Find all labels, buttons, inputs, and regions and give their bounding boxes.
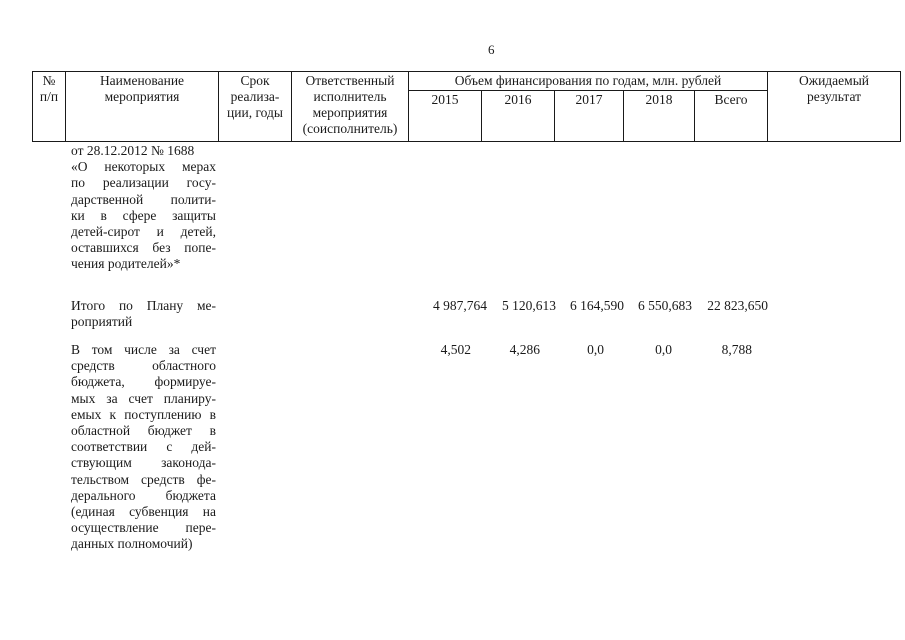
header-term: Срок реализа- ции, годы — [219, 72, 292, 142]
total-name: Итого по Плану ме- роприятий — [71, 298, 216, 330]
regional-value-all: 8,788 — [721, 342, 752, 357]
total-value-2018: 6 550,683 — [638, 298, 692, 313]
regional-value-2017: 0,0 — [587, 342, 604, 357]
page-number: 6 — [488, 42, 495, 57]
regional-name: В том числе за счет средств областного бюджета, формируе- мых за счет планиру- емых к поступлению в областной бюджет в соответствии с дей- ствующим законода- тельством средств фе- дерального бюджета (единая субвенция на осуществление пере- данных полномочий) — [71, 342, 216, 552]
header-year-2018: 2018 — [624, 91, 695, 142]
header-year-2016: 2016 — [482, 91, 555, 142]
header-total: Всего — [695, 91, 768, 142]
regional-value-2018: 0,0 — [655, 342, 672, 357]
total-value-2015: 4 987,764 — [433, 298, 487, 313]
total-value-2017: 6 164,590 — [570, 298, 624, 313]
header-financing: Объем финансирования по годам, млн. рублей — [409, 72, 768, 91]
header-result: Ожидаемый результат — [768, 72, 901, 142]
header-year-2015: 2015 — [409, 91, 482, 142]
plan-table-header — [32, 71, 901, 142]
header-name: Наименование мероприятия — [66, 72, 219, 142]
regional-value-2015: 4,502 — [440, 342, 471, 357]
header-year-2017: 2017 — [555, 91, 624, 142]
header-executor: Ответственный исполнитель мероприятия (соисполнитель) — [292, 72, 409, 142]
continued-name: от 28.12.2012 № 1688 «О некоторых мерах по реализации госу- дарственной полити- ки в сфере защиты детей-сирот и детей, оставшихся без попе- чения родителей»* — [71, 143, 216, 272]
header-num: № п/п — [33, 72, 66, 142]
total-value-2016: 5 120,613 — [502, 298, 556, 313]
regional-value-2016: 4,286 — [509, 342, 540, 357]
total-value-all: 22 823,650 — [707, 298, 768, 313]
